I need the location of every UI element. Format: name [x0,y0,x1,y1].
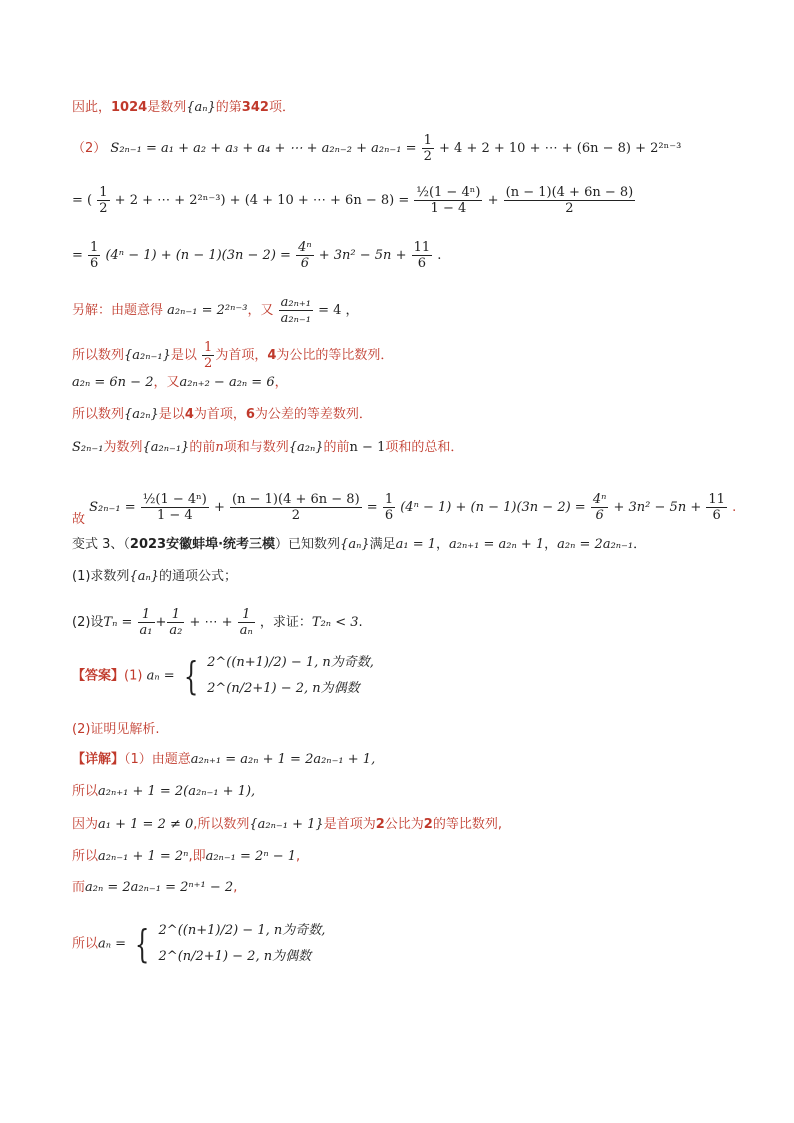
math: {a₂ₙ₋₁} [124,348,171,363]
line-part2 [72,133,681,164]
line-detail: 【详解】（1）由题意a₂ₙ₊₁ = a₂ₙ + 1 = 2a₂ₙ₋₁ + 1, [72,752,376,767]
fraction-arithmetic-sum: $\frac{(n - 1)(4 + 6n - 8)}{2}$ [505,185,634,216]
text: = [72,248,83,263]
fraction-1-over-an: $\frac{1}{\text{aₙ}}$ [239,607,253,638]
line-geometric: 所以数列{a₂ₙ₋₁}是以 $\frac{1}{2}$ 为首项，4为公比的等比数列． [72,340,394,371]
line-variant-3: 变式 3、（2023安徽蚌埠·统考三模）已知数列{aₙ}满足a₁ = 1，a₂ₙ₊₁ = a₂ₙ + 1，a₂ₙ = 2a₂ₙ₋₁． [72,537,647,552]
line-final-sum: 故 S₂ₙ₋₁ = $\frac{\text{½(1 − 4ⁿ)}}{1 - 4}$ + $\frac{(n - 1)(4 + 6n - 8)}{2}$ = $\frac{1}{6}$ (4ⁿ − 1) + (n − 1)(3n − 2) = $\frac{\text{4ⁿ}}{6}$ + 3n² − 5n + $\frac{11}{6}$ . [72,492,737,527]
sum-expression: S₂ₙ₋₁ = a₁ + a₂ + a₃ + a₄ + ⋯ + a₂ₙ₋₂ + a₂ₙ₋₁ = [110,141,417,156]
result-expression: (4ⁿ − 1) + (n − 1)(3n − 2) = [105,248,291,263]
line-step-5: 而a₂ₙ = 2a₂ₙ₋₁ = 2ⁿ⁺¹ − 2, [72,880,238,895]
number-1024: 1024 [111,100,148,115]
fraction-1-over-a2: $\frac{1}{\text{a₂}}$ [169,607,183,638]
text: = 4 ， [318,303,359,318]
fraction-half: $\frac{1}{2}$ [204,340,213,371]
fraction-half: $\frac{1}{2}$ [99,185,108,216]
fraction-geometric-sum: $\frac{\text{½(1 − 4ⁿ)}}{1 - 4}$ [142,492,207,523]
line-final-answer: 所以aₙ = { 2^((n+1)/2) − 1, n为奇数, 2^(n/2+1) − 2, n为偶数 [72,918,325,970]
fraction-one-sixth: $\frac{1}{6}$ [384,492,394,523]
line-step-2: 所以a₂ₙ₊₁ + 1 = 2(a₂ₙ₋₁ + 1), [72,784,256,799]
line-step-3: 因为a₁ + 1 = 2 ≠ 0,所以数列{a₂ₙ₋₁ + 1}是首项为2公比为2的等比数列, [72,817,502,832]
grouped-sum-expression: + 2 + ⋯ + 2²ⁿ⁻³) + (4 + 10 + ⋯ + 6n − 8) = [114,193,410,208]
text: 是数列 [147,100,187,115]
piecewise-cases: 2^((n+1)/2) − 1, n为奇数, 2^(n/2+1) − 2, n为偶数 [207,655,374,696]
fraction-11-over-6: $\frac{11}{6}$ [413,240,431,271]
text: 因此， [72,100,112,115]
line-question-2: (2)设Tₙ = $\frac{1}{\text{a₁}}$ + $\frac{1}{\text{a₂}}$ + ⋯ + $\frac{1}{\text{aₙ}}$ ，求证：T₂ₙ < 3. [72,607,363,638]
piecewise-cases: 2^((n+1)/2) − 1, n为奇数, 2^(n/2+1) − 2, n为偶数 [158,923,326,964]
math-an: {aₙ} [186,100,216,115]
line-result: = $\frac{1}{6}$ (4ⁿ − 1) + (n − 1)(3n − 2) = $\frac{\text{4ⁿ}}{6}$ + 3n² − 5n + $\frac{11}{6}$ . [72,240,442,271]
fraction-11-over-6: $\frac{11}{6}$ [708,492,725,523]
fraction-4n-over-6: $\frac{\text{4ⁿ}}{6}$ [298,240,312,271]
text: 项． [268,100,295,115]
part-label: （2） [72,141,107,156]
fraction-half: $\frac{1}{2}$ [423,133,432,164]
line-grouped-sum: = ( $\frac{1}{2}$ + 2 + ⋯ + 2²ⁿ⁻³) + (4 + 10 + ⋯ + 6n − 8) = $\frac{\text{½(1 − 4ⁿ)}}{1 - 4}$ + $\frac{(n - 1)(4 + 6n - 8)}{2}$ [72,185,634,216]
fraction-4n-over-6: $\frac{\text{4ⁿ}}{6}$ [592,492,607,523]
sum-tail: + 4 + 2 + 10 + ⋯ + (6n − 8) + 2²ⁿ⁻³ [439,141,682,156]
fraction-one-sixth: $\frac{1}{6}$ [90,240,99,271]
line-proof-note: (2)证明见解析. [72,722,160,737]
text: ，又 [247,303,274,318]
result-expression-tail: + 3n² − 5n + [318,248,407,263]
math: a₂ₙ₋₁ = 2²ⁿ⁻³ [167,303,248,318]
line-conclusion [72,98,295,118]
text: = ( [72,193,93,208]
text: 的第 [215,100,242,115]
line-alternative [72,295,359,326]
line-answer: 【答案】(1) aₙ = { 2^((n+1)/2) − 1, n为奇数, 2^(n/2+1) − 2, n为偶数 [72,650,374,702]
answer-label: 【答案】 [72,668,125,684]
line-sum-description: S₂ₙ₋₁为数列{a₂ₙ₋₁}的前n项和与数列{a₂ₙ}的前n − 1项和的总和． [72,440,464,455]
detail-label: 【详解】 [72,752,125,767]
fraction-geometric-sum: $\frac{\text{½(1 − 4ⁿ)}}{1 - 4}$ [416,185,481,216]
fraction-arithmetic-sum: $\frac{(n - 1)(4 + 6n - 8)}{2}$ [232,492,360,523]
line-step-4: 所以a₂ₙ₋₁ + 1 = 2ⁿ,即a₂ₙ₋₁ = 2ⁿ − 1, [72,849,301,864]
line-even-terms: a₂ₙ = 6n − 2，又a₂ₙ₊₂ − a₂ₙ = 6， [72,375,288,390]
text: 另解：由题意得 [72,303,164,318]
line-question-1: (1)求数列{aₙ}的通项公式； [72,569,237,584]
number-342: 342 [241,100,269,115]
fraction-1-over-a1: $\frac{1}{\text{a₁}}$ [139,607,153,638]
fraction-ratio: $\frac{\text{a₂ₙ₊₁}}{\text{a₂ₙ₋₁}}$ [280,295,311,326]
line-arithmetic: 所以数列{a₂ₙ}是以4为首项，6为公差的等差数列． [72,407,372,422]
